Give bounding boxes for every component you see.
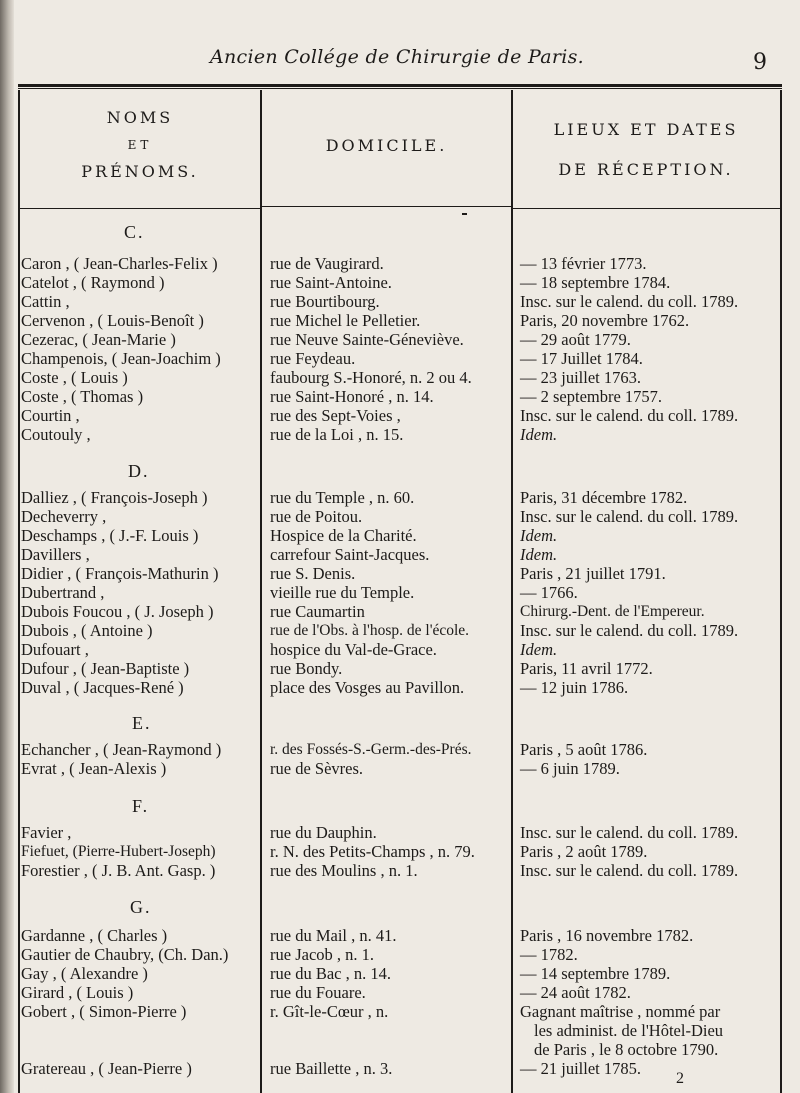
name-cell: Gratereau , ( Jean-Pierre ) — [21, 1059, 192, 1078]
domicile-cell: rue de Sèvres. — [270, 759, 364, 778]
domicile-cell: rue Saint-Honoré , n. 14. — [270, 387, 434, 406]
domicile-cell: rue de la Loi , n. 15. — [270, 425, 404, 444]
name-cell: Gobert , ( Simon-Pierre ) — [21, 1002, 187, 1021]
header-domicile: DOMICILE. — [325, 136, 448, 155]
page-number: 9 — [753, 50, 767, 75]
name-cell: Girard , ( Louis ) — [21, 983, 134, 1002]
name-cell: Dubois , ( Antoine ) — [21, 621, 153, 640]
domicile-cell: rue Michel le Pelletier. — [270, 311, 421, 330]
table-row — [0, 758, 800, 780]
header-et: ET — [127, 138, 153, 152]
reception-cell: Idem. — [520, 526, 558, 545]
name-cell: Coutouly , — [21, 425, 91, 444]
reception-cell: — 29 août 1779. — [520, 330, 631, 349]
header-rule-names — [18, 208, 261, 209]
domicile-cell: vieille rue du Temple. — [270, 583, 415, 602]
signature-mark: 2 — [676, 1070, 684, 1087]
reception-cell: Idem. — [520, 545, 558, 564]
name-cell: Cezerac, ( Jean-Marie ) — [21, 330, 176, 349]
name-cell: Didier , ( François-Mathurin ) — [21, 564, 219, 583]
section-letter-f: F. — [132, 796, 150, 816]
reception-cell: Idem. — [520, 640, 558, 659]
reception-cell: de Paris , le 8 octobre 1790. — [534, 1040, 719, 1059]
domicile-cell: rue S. Denis. — [270, 564, 356, 583]
domicile-cell: r. des Fossés-S.-Germ.-des-Prés. — [270, 741, 472, 758]
domicile-cell: rue du Temple , n. 60. — [270, 488, 415, 507]
name-cell: Caron , ( Jean-Charles-Felix ) — [21, 254, 218, 273]
reception-cell: Paris, 11 avril 1772. — [520, 659, 653, 678]
section-letter-e: E. — [132, 713, 152, 733]
name-cell: Cattin , — [21, 292, 70, 311]
reception-cell: les administ. de l'Hôtel-Dieu — [534, 1021, 724, 1040]
domicile-cell: rue de l'Obs. à l'hosp. de l'école. — [270, 622, 470, 639]
name-cell: Courtin , — [21, 406, 80, 425]
reception-cell: — 1766. — [520, 583, 578, 602]
domicile-cell: rue du Dauphin. — [270, 823, 377, 842]
domicile-cell: place des Vosges au Pavillon. — [270, 678, 465, 697]
table-row — [0, 424, 800, 446]
reception-cell: Chirurg.-Dent. de l'Empereur. — [520, 603, 705, 620]
reception-cell: — 1782. — [520, 945, 578, 964]
name-cell: Dubois Foucou , ( J. Joseph ) — [21, 602, 214, 621]
domicile-cell: rue Bourtibourg. — [270, 292, 380, 311]
reception-cell: Paris , 21 juillet 1791. — [520, 564, 666, 583]
column-header-names — [20, 104, 260, 186]
reception-cell: — 12 juin 1786. — [520, 678, 629, 697]
section-letter-g: G. — [130, 897, 152, 917]
reception-cell: — 24 août 1782. — [520, 983, 631, 1002]
domicile-cell: rue Saint-Antoine. — [270, 273, 392, 292]
section-letter-c: C. — [124, 222, 145, 242]
name-cell: Fiefuet, (Pierre-Hubert-Joseph) — [21, 843, 216, 860]
name-cell: Evrat , ( Jean-Alexis ) — [21, 759, 167, 778]
reception-cell: Gagnant maîtrise , nommé par — [520, 1002, 721, 1021]
name-cell: Coste , ( Louis ) — [21, 368, 128, 387]
domicile-cell: Hospice de la Charité. — [270, 526, 417, 545]
name-cell: Deschamps , ( J.-F. Louis ) — [21, 526, 199, 545]
header-noms: NOMS — [106, 108, 174, 127]
reception-cell: — 23 juillet 1763. — [520, 368, 641, 387]
header-de-reception: DE RÉCEPTION. — [558, 160, 734, 179]
domicile-cell: rue Feydeau. — [270, 349, 356, 368]
domicile-cell: r. Gît-le-Cœur , n. — [270, 1002, 389, 1021]
name-cell: Echancher , ( Jean-Raymond ) — [21, 740, 222, 759]
reception-cell: — 2 septembre 1757. — [520, 387, 663, 406]
reception-cell: Insc. sur le calend. du coll. 1789. — [520, 292, 739, 311]
name-cell: Gardanne , ( Charles ) — [21, 926, 168, 945]
section-letter-d: D. — [128, 461, 150, 481]
reception-cell: — 18 septembre 1784. — [520, 273, 671, 292]
reception-cell: — 14 septembre 1789. — [520, 964, 671, 983]
reception-cell: Insc. sur le calend. du coll. 1789. — [520, 621, 739, 640]
name-cell: Cervenon , ( Louis-Benoît ) — [21, 311, 204, 330]
name-cell: Davillers , — [21, 545, 90, 564]
header-lieux-dates: LIEUX ET DATES — [553, 120, 739, 139]
domicile-cell: rue du Mail , n. 41. — [270, 926, 397, 945]
domicile-cell: carrefour Saint-Jacques. — [270, 545, 430, 564]
reception-cell: — 17 Juillet 1784. — [520, 349, 643, 368]
name-cell: Dalliez , ( François-Joseph ) — [21, 488, 208, 507]
name-cell: Coste , ( Thomas ) — [21, 387, 144, 406]
name-cell: Champenois, ( Jean-Joachim ) — [21, 349, 221, 368]
name-cell: Dubertrand , — [21, 583, 105, 602]
column-header-reception — [512, 116, 780, 184]
reception-cell: Insc. sur le calend. du coll. 1789. — [520, 406, 739, 425]
domicile-cell: rue des Sept-Voies , — [270, 406, 401, 425]
domicile-cell: r. N. des Petits-Champs , n. 79. — [270, 842, 475, 861]
reception-cell: — 13 février 1773. — [520, 254, 647, 273]
running-head: Ancien Collége de Chirurgie de Paris. — [210, 46, 584, 68]
name-cell: Favier , — [21, 823, 72, 842]
top-rule — [18, 84, 782, 89]
name-cell: Forestier , ( J. B. Ant. Gasp. ) — [21, 861, 216, 880]
header-tick-mark — [462, 213, 467, 215]
reception-cell: Insc. sur le calend. du coll. 1789. — [520, 507, 739, 526]
reception-cell: Insc. sur le calend. du coll. 1789. — [520, 861, 739, 880]
reception-cell: Paris, 20 novembre 1762. — [520, 311, 690, 330]
column-header-domicile — [262, 132, 511, 160]
domicile-cell: hospice du Val-de-Grace. — [270, 640, 437, 659]
reception-cell: Paris , 16 novembre 1782. — [520, 926, 694, 945]
domicile-cell: rue Caumartin — [270, 602, 365, 621]
domicile-cell: faubourg S.-Honoré, n. 2 ou 4. — [270, 368, 472, 387]
name-cell: Gautier de Chaubry, (Ch. Dan.) — [21, 945, 229, 964]
reception-cell: Insc. sur le calend. du coll. 1789. — [520, 823, 739, 842]
name-cell: Dufouart , — [21, 640, 89, 659]
reception-cell: Paris, 31 décembre 1782. — [520, 488, 688, 507]
header-rule-domicile — [261, 206, 511, 207]
reception-cell: — 21 juillet 1785. — [520, 1059, 641, 1078]
domicile-cell: rue Baillette , n. 3. — [270, 1059, 393, 1078]
domicile-cell: rue de Poitou. — [270, 507, 363, 526]
header-prenoms: PRÉNOMS. — [81, 162, 199, 181]
name-cell: Catelot , ( Raymond ) — [21, 273, 165, 292]
domicile-cell: rue Jacob , n. 1. — [270, 945, 375, 964]
table-row — [0, 860, 800, 882]
domicile-cell: rue Bondy. — [270, 659, 343, 678]
domicile-cell: rue des Moulins , n. 1. — [270, 861, 418, 880]
name-cell: Dufour , ( Jean-Baptiste ) — [21, 659, 190, 678]
domicile-cell: rue Neuve Sainte-Géneviève. — [270, 330, 464, 349]
name-cell: Gay , ( Alexandre ) — [21, 964, 148, 983]
name-cell: Duval , ( Jacques-René ) — [21, 678, 184, 697]
name-cell: Decheverry , — [21, 507, 107, 526]
reception-cell: — 6 juin 1789. — [520, 759, 620, 778]
reception-cell: Idem. — [520, 425, 558, 444]
domicile-cell: rue de Vaugirard. — [270, 254, 384, 273]
domicile-cell: rue du Bac , n. 14. — [270, 964, 391, 983]
reception-cell: Paris , 5 août 1786. — [520, 740, 648, 759]
header-rule-reception — [512, 208, 780, 209]
domicile-cell: rue du Fouare. — [270, 983, 366, 1002]
table-row — [0, 677, 800, 699]
reception-cell: Paris , 2 août 1789. — [520, 842, 648, 861]
